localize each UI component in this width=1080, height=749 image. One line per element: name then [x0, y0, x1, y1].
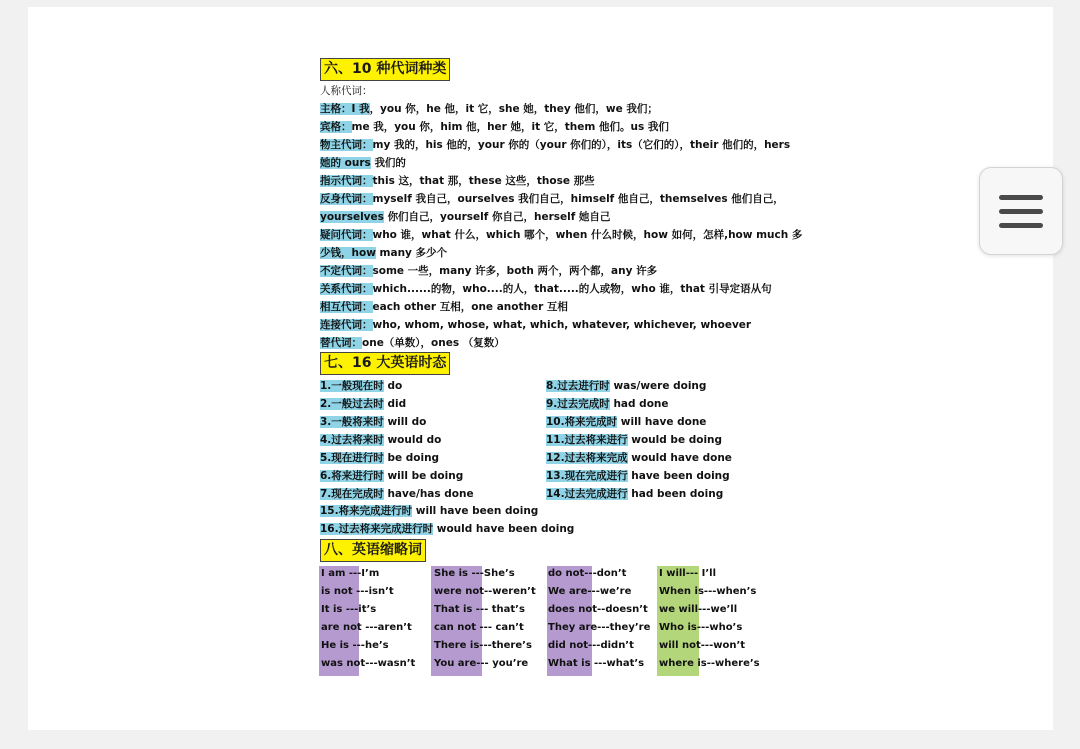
pronoun-text: me 我，you 你，him 他，her 她，it 它，them 他们。us 我们: [351, 121, 669, 133]
pronoun-row: [320, 228, 802, 242]
pronoun-row: [320, 102, 658, 116]
tense-row: [320, 433, 441, 447]
menu-icon-bar: [999, 209, 1043, 214]
tense-row: [546, 379, 706, 393]
pronoun-text: ，you 你，he 他，it 它，she 她，they 他们，we 我们；: [369, 103, 658, 115]
pronoun-row: [320, 282, 772, 296]
pronoun-label: 替代词：: [320, 337, 362, 349]
tense-text: will do: [387, 416, 427, 428]
pronoun-label: 物主代词：: [320, 139, 373, 151]
tense-label: 2.一般过去时: [320, 398, 384, 410]
tense-row: [546, 487, 723, 501]
pronoun-text: this 这，that 那，these 这些，those 那些: [372, 175, 595, 187]
contraction-item: You are--- you’re: [434, 658, 529, 669]
tense-row: [320, 397, 406, 411]
tense-text: will have been doing: [415, 505, 539, 517]
pronoun-row: [320, 336, 505, 350]
tense-label: 12.过去将来完成: [546, 452, 628, 464]
tense-text: be doing: [387, 452, 440, 464]
tense-label: 15.将来完成进行时: [320, 505, 413, 517]
contraction-item: are not ---aren’t: [321, 622, 412, 633]
tense-row: [320, 415, 426, 429]
pronoun-row: [320, 246, 447, 260]
tense-label: 10.将来完成时: [546, 416, 618, 428]
contraction-item: When is---when’s: [659, 586, 757, 597]
tense-text: had done: [613, 398, 669, 410]
pronoun-text: many 多少个: [379, 247, 448, 259]
tense-row: [546, 451, 732, 465]
contraction-item: We are---we’re: [548, 586, 632, 597]
pronoun-row: [320, 174, 595, 188]
tense-row: [320, 469, 463, 483]
menu-icon-bar: [999, 195, 1043, 200]
pronoun-text: each other 互相，one another 互相: [372, 301, 568, 313]
pronoun-label: 不定代词：: [320, 265, 373, 277]
pronoun-label: 反身代词：: [320, 193, 373, 205]
document-image: [300, 50, 803, 690]
tense-row: [546, 433, 722, 447]
pronoun-label: 关系代词：: [320, 283, 373, 295]
pronoun-label: 连接代词：: [320, 319, 373, 331]
tense-text: did: [387, 398, 407, 410]
contraction-item: She is ---She’s: [434, 568, 515, 579]
tense-row: [546, 397, 669, 411]
contraction-item: Who is---who’s: [659, 622, 743, 633]
contraction-item: we will---we’ll: [659, 604, 738, 615]
subheading-personal-pronouns: 人称代词：: [320, 85, 373, 97]
contraction-item: I will--- I’ll: [659, 568, 717, 579]
tense-row: [320, 504, 538, 518]
tense-text: do: [387, 380, 403, 392]
pronoun-label: yourselves: [320, 211, 384, 223]
tense-label: 5.现在进行时: [320, 452, 384, 464]
contraction-item: where is--where’s: [659, 658, 760, 669]
tense-text: would have been doing: [436, 523, 575, 535]
tense-row: [546, 469, 730, 483]
tense-label: 9.过去完成时: [546, 398, 610, 410]
pronoun-text: some 一些，many 许多，both 两个，两个都，any 许多: [372, 265, 658, 277]
contraction-item: That is --- that’s: [434, 604, 525, 615]
tense-label: 16.过去将来完成进行时: [320, 523, 434, 535]
tense-label: 4.过去将来时: [320, 434, 384, 446]
pronoun-label: 疑问代词：: [320, 229, 373, 241]
tense-row: [320, 487, 474, 501]
tense-text: would be doing: [631, 434, 723, 446]
pronoun-row: [320, 318, 751, 332]
contraction-item: were not--weren’t: [434, 586, 536, 597]
menu-icon-bar: [999, 223, 1043, 228]
contraction-item: will not---won’t: [659, 640, 746, 651]
pronoun-row: [320, 192, 784, 206]
tense-text: would do: [387, 434, 442, 446]
tense-text: was/were doing: [613, 380, 707, 392]
contraction-item: does not--doesn’t: [548, 604, 648, 615]
section-title-contractions: 八、英语缩略词: [320, 539, 426, 562]
contraction-item: can not --- can’t: [434, 622, 524, 633]
contraction-item: did not---didn’t: [548, 640, 634, 651]
contraction-item: He is ---he’s: [321, 640, 389, 651]
pronoun-row: [320, 300, 568, 314]
tense-row: [546, 415, 706, 429]
pronoun-text: which......的物，who....的人，that.....的人或物，who 谁，that 引导定语从句: [372, 283, 772, 295]
pronoun-row: [320, 120, 669, 134]
contraction-item: I am ---I’m: [321, 568, 380, 579]
pronoun-text: myself 我自己，ourselves 我们自己，himself 他自己，themselves 他们自己，: [372, 193, 784, 205]
pronoun-row: [320, 138, 790, 152]
tense-text: will be doing: [387, 470, 464, 482]
pronoun-label: 相互代词：: [320, 301, 373, 313]
pronoun-label: 指示代词：: [320, 175, 373, 187]
pronoun-row: [320, 264, 657, 278]
pronoun-text: who, whom, whose, what, which, whatever, whichever, whoever: [372, 319, 752, 331]
tense-label: 13.现在完成进行: [546, 470, 628, 482]
pronoun-text: 我们的: [374, 157, 406, 169]
pronoun-label: 她的 ours: [320, 157, 371, 169]
pronoun-text: my 我的，his 他的，your 你的（your 你们的），its（它们的），their 他们的，hers: [372, 139, 791, 151]
contraction-item: do not---don’t: [548, 568, 627, 579]
contraction-item: What is ---what’s: [548, 658, 645, 669]
section-title-pronouns: 六、10 种代词种类: [320, 58, 450, 81]
tense-label: 14.过去完成进行: [546, 488, 628, 500]
pronoun-row: [320, 210, 610, 224]
menu-button[interactable]: [979, 167, 1063, 255]
tense-label: 8.过去进行时: [546, 380, 610, 392]
tense-text: would have done: [631, 452, 732, 464]
pronoun-row: [320, 156, 406, 170]
section-title-tenses: 七、16 大英语时态: [320, 352, 450, 375]
pronoun-label: 主格：I 我: [320, 103, 370, 115]
tense-label: 1.一般现在时: [320, 380, 384, 392]
contraction-item: They are---they’re: [548, 622, 651, 633]
tense-row: [320, 379, 402, 393]
tense-label: 7.现在完成时: [320, 488, 384, 500]
contraction-item: was not---wasn’t: [321, 658, 416, 669]
contraction-item: There is---there’s: [434, 640, 532, 651]
tense-text: have been doing: [631, 470, 730, 482]
tense-row: [320, 451, 439, 465]
tense-text: have/has done: [387, 488, 474, 500]
pronoun-label: 宾格：: [320, 121, 352, 133]
tense-text: had been doing: [631, 488, 724, 500]
pronoun-label: 少钱，how: [320, 247, 376, 259]
tense-text: will have done: [620, 416, 707, 428]
tense-label: 11.过去将来进行: [546, 434, 628, 446]
pronoun-text: who 谁，what 什么，which 哪个，when 什么时候，how 如何，怎样,how much 多: [372, 229, 803, 241]
pronoun-text: one（单数），ones （复数）: [362, 337, 505, 349]
pronoun-text: 你们自己，yourself 你自己，herself 她自己: [387, 211, 611, 223]
tense-label: 3.一般将来时: [320, 416, 384, 428]
tense-row: [320, 522, 574, 536]
contraction-item: is not ---isn’t: [321, 586, 394, 597]
contraction-item: It is ---it’s: [321, 604, 377, 615]
tense-label: 6.将来进行时: [320, 470, 384, 482]
